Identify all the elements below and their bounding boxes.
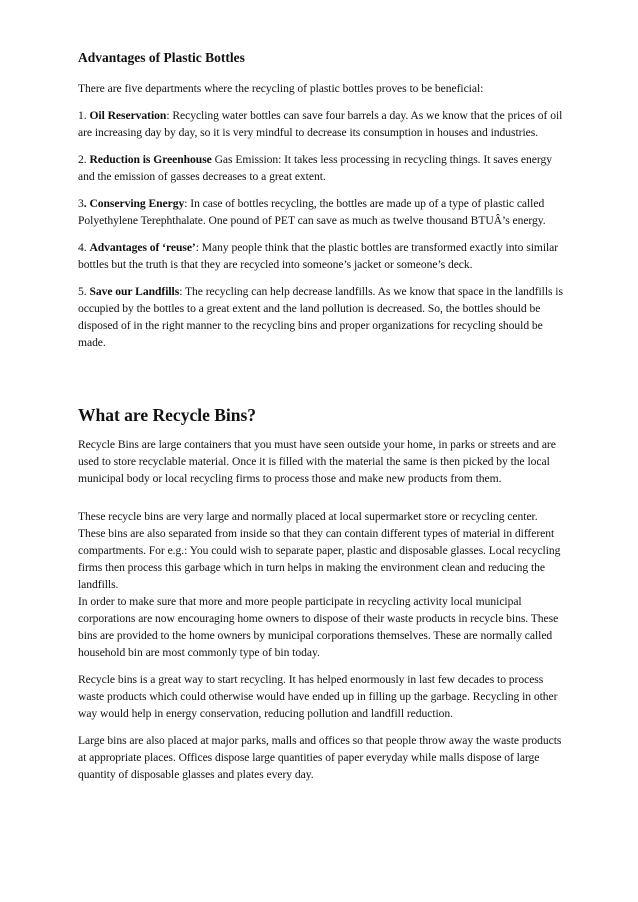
section-heading: What are Recycle Bins? [78, 405, 257, 425]
item-number: 3 [78, 197, 84, 210]
item-title: Reduction is Greenhouse [89, 153, 212, 166]
advantage-item-1 [78, 107, 564, 141]
item-text: : The recycling can help decrease landfills. As we know that space in the landfills is occupied by the bottles to a great extent and the land pollution is decreased. So, the bottles should be disposed of in the right manner to the recycling bins and proper organizations for recycling should be made. [78, 285, 563, 349]
plastic-bottles-section [78, 50, 564, 351]
document-page [78, 50, 564, 783]
item-text: Gas Emission: It takes less processing in recycling things. It saves energy and the emission of gasses decreases to a great extent. [78, 153, 552, 183]
advantage-item-3 [78, 195, 564, 229]
paragraph: These recycle bins are very large and normally placed at local supermarket store or recycling center. These bins are also separated from inside so that they can contain different types of material in different compartments. For e.g.: You could wish to separate paper, plastic and disposable glasses. Local recycling firms then process this garbage which in turn helps in making the environment clean and reducing the landfills. [78, 510, 561, 591]
item-text: : Many people think that the plastic bottles are transformed exactly into similar bottles but the truth is that they are recycled into someone’s jacket or someone’s deck. [78, 241, 559, 271]
item-text: : Recycling water bottles can save four barrels a day. As we know that the prices of oil are increasing day by day, so it is very mindful to decrease its consumption in houses and industries. [78, 109, 563, 139]
item-title: Advantages of ‘reuse’ [89, 241, 196, 254]
paragraph: Recycle bins is a great way to start recycling. It has helped enormously in last few decades to process waste products which could otherwise would have ended up in filling up the garbage. Recycling in other way would help in energy conservation, reducing pollution and landfill reduction. [78, 673, 558, 720]
recycle-bins-section [78, 405, 564, 783]
paragraph: Recycle Bins are large containers that you must have seen outside your home, in parks or streets and are used to store recyclable material. Once it is filled with the material the same is then picked by the local municipal body or local recycling firms to process those and make new products from them. [78, 438, 556, 485]
item-number: 1. [78, 109, 90, 122]
paragraph: Large bins are also placed at major parks, malls and offices so that people throw away the waste products at appropriate places. Offices dispose large quantities of paper everyday while malls dispose of large quantity of disposable glasses and plates every day. [78, 734, 562, 781]
advantage-item-2 [78, 151, 564, 185]
paragraph: In order to make sure that more and more people participate in recycling activity local municipal corporations are now encouraging home owners to dispose of their waste products in recycle bins. These bins are provided to the home owners by municipal corporations themselves. These are normally called household bin are most commonly type of bin today. [78, 595, 559, 659]
item-title: Oil Reservation [89, 109, 167, 122]
item-number: 4. [78, 241, 90, 254]
item-title: . Conserving Energy [83, 197, 185, 210]
item-number: 2. [78, 153, 90, 166]
advantage-item-4 [78, 239, 564, 273]
item-title: Save our Landfills [89, 285, 180, 298]
intro-paragraph: There are five departments where the recycling of plastic bottles proves to be beneficial: [78, 82, 484, 95]
item-text: : In case of bottles recycling, the bottles are made up of a type of plastic called Polyethylene Terephthalate. One pound of PET can save as much as twelve thousand BTUÂ’s energy. [78, 197, 546, 227]
section-heading: Advantages of Plastic Bottles [78, 50, 245, 65]
item-number: 5. [78, 285, 90, 298]
advantage-item-5 [78, 283, 564, 351]
